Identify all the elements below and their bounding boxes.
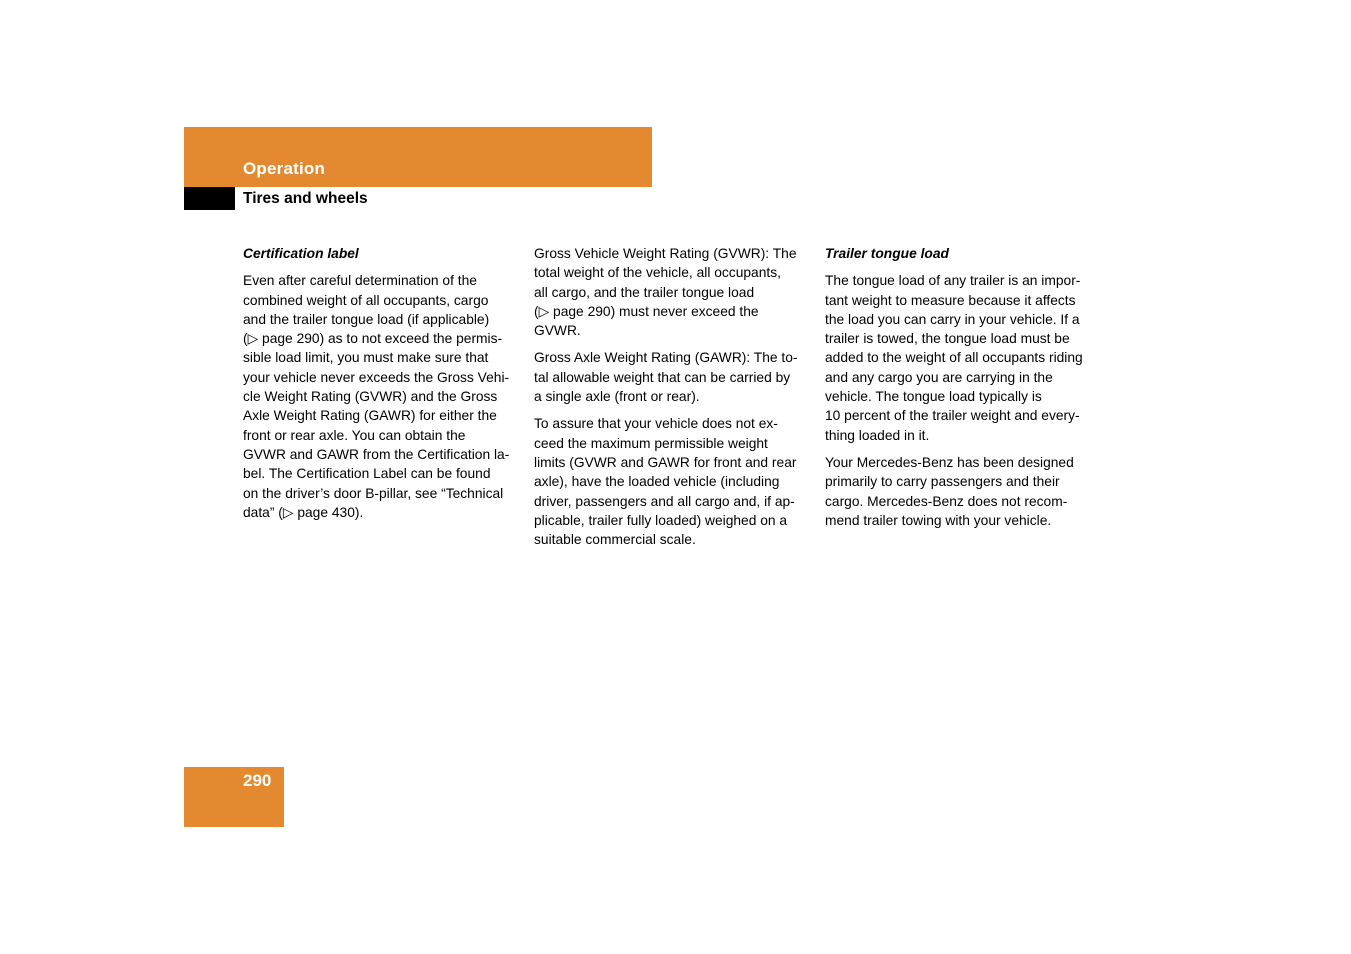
paragraph: Your Mercedes-Benz has been designed primarily to carry passengers and their cargo. Mercedes-Benz does not recom- mend trailer towing with your vehicle. bbox=[825, 454, 1074, 528]
column-heading: Certification label bbox=[243, 246, 359, 261]
paragraph: The tongue load of any trailer is an impor- tant weight to measure because it affects the load you can carry in your vehicle. If a trailer is towed, the tongue load must be added to the weight of all occupants riding and any cargo you are carrying in the vehicle. The tongue load typically is 10 percent of the trailer weight and every- thing loaded in it. bbox=[825, 273, 1083, 443]
text-column-2 bbox=[534, 244, 816, 557]
text-column-1 bbox=[243, 244, 525, 530]
subsection-marker bbox=[184, 187, 235, 210]
paragraph: Even after careful determination of the combined weight of all occupants, cargo and the trailer tongue load (if applicable) (▷ page 290) as to not exceed the permis- sible load limit, you must make sure that your vehicle never exceeds the Gross Vehi- cle Weight Rating (GVWR) and the Gross Axle Weight Rating (GAWR) for either the front or rear axle. You can obtain the GVWR and GAWR from the Certification la- bel. The Certification Label can be found on the driver’s door B-pillar, see “Technical data” (▷ page 430). bbox=[243, 273, 510, 520]
text-column-3 bbox=[825, 244, 1107, 538]
column-heading: Trailer tongue load bbox=[825, 246, 949, 261]
page-number: 290 bbox=[243, 771, 272, 790]
subsection-title: Tires and wheels bbox=[243, 190, 368, 207]
paragraph: Gross Axle Weight Rating (GAWR): The to- tal allowable weight that can be carried by a single axle (front or rear). bbox=[534, 350, 798, 405]
paragraph: Gross Vehicle Weight Rating (GVWR): The total weight of the vehicle, all occupants, all cargo, and the trailer tongue load (▷ page 290) must never exceed the GVWR. bbox=[534, 246, 797, 339]
paragraph: To assure that your vehicle does not ex- ceed the maximum permissible weight limits (GVWR and GAWR for front and rear axle), have the loaded vehicle (including driver, passengers and all cargo and, if ap- plicable, trailer fully loaded) weighed on a suitable commercial scale. bbox=[534, 416, 797, 548]
section-title: Operation bbox=[243, 159, 326, 178]
